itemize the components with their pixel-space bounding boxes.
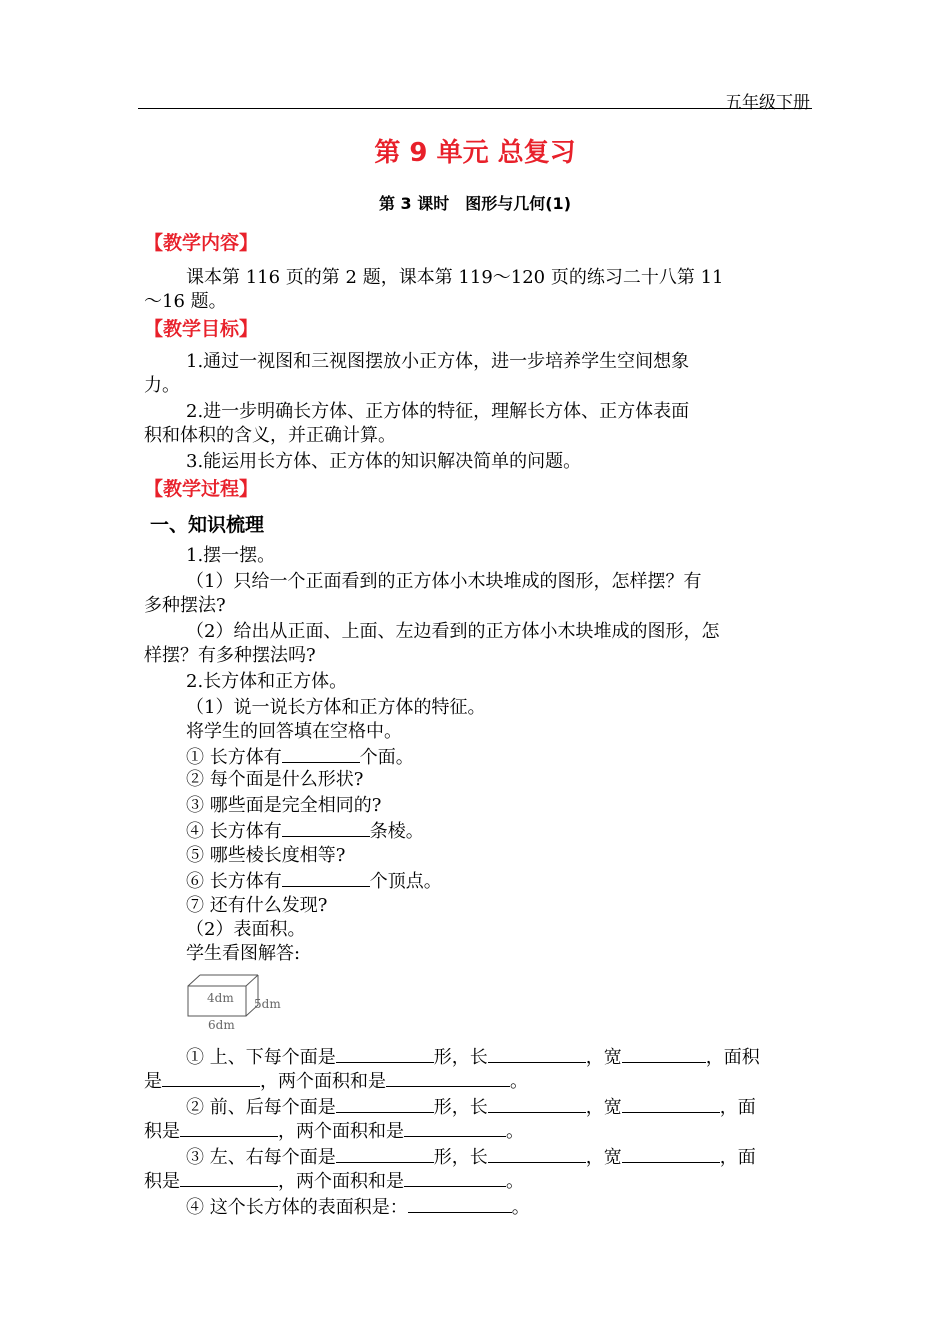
blank-q2-length[interactable] [488,1094,586,1113]
part1-line-2: （1）只给一个正面看到的正方体小木块堆成的图形，怎样摆？有 [186,571,702,592]
blank-q3-shape[interactable] [336,1144,434,1163]
feature-equal-edges: ⑤ 哪些棱长度相等? [186,845,346,866]
blank-q2-shape[interactable] [336,1094,434,1113]
part1-line-3: 多种摆法? [144,595,226,616]
goal-line-2: 力。 [144,375,180,396]
q3-line-1: ③ 左、右每个面是 形，长 ，宽 ，面 [186,1144,756,1170]
page-header [138,86,812,113]
lesson-subtitle: 第 3 课时 图形与几何(1) [378,194,572,213]
header-grade: 五年级下册 [725,93,810,113]
part1-title: 一、知识梳理 [150,514,265,536]
blank-q1-sum[interactable] [386,1068,510,1087]
section-goals-heading: 【教学目标】 [144,318,259,340]
goal-line-4: 积和体积的含义，并正确计算。 [144,425,396,446]
feature-shape: ② 每个面是什么形状? [186,769,364,790]
label-length: 6dm [208,1018,235,1032]
part1-line-1: 1.摆一摆。 [186,545,276,566]
blank-q2-sum[interactable] [404,1118,506,1137]
cuboid-edge-top-left [188,975,200,986]
blank-faces[interactable] [282,744,360,763]
part1-line-5: 样摆？有多种摆法吗? [144,645,316,666]
blank-q2-area[interactable] [180,1118,278,1137]
label-height: 4dm [207,991,234,1005]
blank-q3-sum[interactable] [404,1168,506,1187]
feature-same-faces: ③ 哪些面是完全相同的? [186,795,382,816]
blank-q3-area[interactable] [180,1168,278,1187]
goal-line-5: 3.能运用长方体、正方体的知识解决简单的问题。 [186,451,582,472]
blank-q3-width[interactable] [622,1144,720,1163]
blank-edges[interactable] [282,818,370,837]
blank-q1-shape[interactable] [336,1044,434,1063]
part1-line-7: （1）说一说长方体和正方体的特征。 [186,697,486,718]
unit-title: 第 9 单元 总复习 [374,138,576,168]
blank-q2-width[interactable] [622,1094,720,1113]
part1-line-8: 将学生的回答填在空格中。 [186,721,402,742]
surface-heading: （2）表面积。 [186,919,306,940]
blank-q4-total[interactable] [408,1194,512,1213]
goal-line-1: 1.通过一视图和三视图摆放小正方体，进一步培养学生空间想象 [186,351,690,372]
feature-vertices: ⑥ 长方体有 个顶点。 [186,868,442,894]
blank-q1-area[interactable] [162,1068,260,1087]
goal-line-3: 2.进一步明确长方体、正方体的特征，理解长方体、正方体表面 [186,401,690,422]
feature-edges: ④ 长方体有 条棱。 [186,818,424,844]
part1-line-4: （2）给出从正面、上面、左边看到的正方体小木块堆成的图形，怎 [186,621,720,642]
label-width: 5dm [254,997,281,1011]
feature-faces: ① 长方体有 个面。 [186,744,414,770]
content-line-1: 课本第 116 页的第 2 题，课本第 119～120 页的练习二十八第 11 [186,267,724,288]
q2-line-2: 积是 ，两个面积和是 。 [144,1118,524,1144]
part1-line-6: 2.长方体和正方体。 [186,671,348,692]
blank-q1-length[interactable] [488,1044,586,1063]
q1-line-2: 是 ，两个面积和是 。 [144,1068,528,1094]
section-process-heading: 【教学过程】 [144,478,259,500]
feature-other: ⑦ 还有什么发现? [186,895,328,916]
blank-q3-length[interactable] [488,1144,586,1163]
q3-line-2: 积是 ，两个面积和是 。 [144,1168,524,1194]
q2-line-1: ② 前、后每个面是 形，长 ，宽 ，面 [186,1094,756,1120]
q4-line: ④ 这个长方体的表面积是： 。 [186,1194,530,1220]
blank-q1-width[interactable] [622,1044,706,1063]
cuboid-figure [184,972,294,1032]
section-content-heading: 【教学内容】 [144,232,259,254]
blank-vertices[interactable] [282,868,370,887]
surface-prompt: 学生看图解答: [186,943,301,964]
content-line-2: ～16 题。 [144,291,227,312]
cuboid-edge-top-right [246,975,258,986]
q1-line-1: ① 上、下每个面是 形，长 ，宽 ，面积 [186,1044,760,1070]
